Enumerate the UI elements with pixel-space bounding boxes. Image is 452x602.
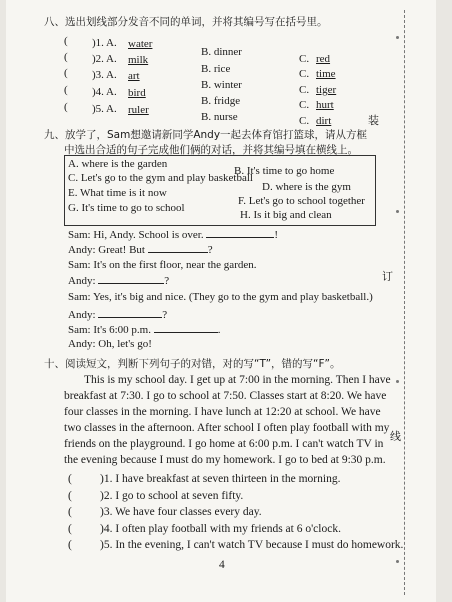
option-c-label: C. — [299, 115, 310, 127]
option-b: B. rice — [201, 63, 231, 75]
dialogue-punct: ? — [164, 275, 170, 287]
dialogue-punct: . — [217, 324, 221, 336]
tf-paren[interactable]: ( — [68, 506, 72, 518]
margin-char-xian: 线 — [390, 430, 401, 443]
row-paren: ( — [64, 67, 68, 79]
dialogue-text: Andy: — [68, 275, 96, 287]
option-a: milk — [128, 54, 149, 66]
option-A: A. where is the garden — [68, 158, 168, 170]
tf-statement-4: )4. I often play football with my friends at 6 o'clock. — [100, 523, 341, 535]
page-number: 4 — [219, 559, 225, 571]
option-c-label: C. — [299, 99, 310, 111]
dialogue-punct: ? — [207, 244, 213, 256]
dialogue-text: Sam: Hi, Andy. School is over. — [68, 229, 204, 241]
margin-char-ding: 订 — [382, 270, 393, 283]
dialogue-line-8: Andy: Oh, let's go! — [68, 338, 152, 350]
passage-line-5: friends on the playground. I go home at 6:00 p.m. I can't watch TV in — [64, 438, 384, 450]
worksheet-page — [6, 0, 436, 602]
answer-blank-5[interactable] — [154, 322, 218, 333]
dialogue-punct: ! — [274, 229, 278, 241]
passage-line-2: breakfast at 7:30. I go to school at 7:50. Classes start at 8:20. We have — [64, 390, 387, 402]
option-c-label: C. — [299, 84, 310, 96]
option-c-label: C. — [299, 68, 310, 80]
dialogue-line-6 — [68, 307, 167, 321]
row-num: )2. A. — [92, 53, 117, 65]
row-num: )1. A. — [92, 37, 117, 49]
fold-dot — [396, 36, 399, 39]
dialogue-line-4 — [68, 273, 169, 287]
dialogue-line-7 — [68, 322, 220, 336]
option-b: B. dinner — [201, 46, 242, 58]
option-a: art — [128, 70, 140, 82]
option-D: D. where is the gym — [262, 181, 351, 193]
row-paren: ( — [64, 35, 68, 47]
passage-line-3: four classes in the morning. I have lunch at 12:20 at school. We have — [64, 406, 381, 418]
tf-statement-5: )5. In the evening, I can't watch TV because I must do homework. — [100, 539, 404, 551]
section9-title-line1: 九、放学了，Sam想邀请新同学Andy一起去体育馆打篮球，请从方框 — [44, 129, 368, 141]
row-num: )5. A. — [92, 103, 117, 115]
margin-char-zhuang: 装 — [368, 114, 379, 127]
row-paren: ( — [64, 84, 68, 96]
section9-title-line2: 中选出合适的句子完成他们俩的对话，并将其编号填在横线上。 — [64, 144, 358, 156]
passage-line-1: This is my school day. I get up at 7:00 in the morning. Then I have — [84, 374, 391, 386]
row-paren: ( — [64, 51, 68, 63]
fold-dot — [396, 210, 399, 213]
row-paren: ( — [64, 101, 68, 113]
option-G: G. It's time to go to school — [68, 202, 185, 214]
tf-statement-1: )1. I have breakfast at seven thirteen in the morning. — [100, 473, 341, 485]
option-b: B. winter — [201, 79, 242, 91]
option-E: E. What time is it now — [68, 187, 167, 199]
option-C: C. Let's go to the gym and play basketball — [68, 172, 253, 184]
fold-dot — [396, 380, 399, 383]
dialogue-punct: ? — [162, 309, 168, 321]
tf-paren[interactable]: ( — [68, 490, 72, 502]
tf-paren[interactable]: ( — [68, 523, 72, 535]
option-c-word: red — [316, 53, 331, 65]
answer-blank-3[interactable] — [98, 273, 164, 284]
tf-paren[interactable]: ( — [68, 473, 72, 485]
option-c-word: tiger — [316, 84, 337, 96]
option-H: H. Is it big and clean — [240, 209, 332, 221]
dialogue-line-5: Sam: Yes, it's big and nice. (They go to the gym and play basketball.) — [68, 291, 373, 303]
option-c-word: dirt — [316, 115, 332, 127]
fold-dot — [396, 560, 399, 563]
dialogue-text: Andy: — [68, 309, 96, 321]
dialogue-line-3: Sam: It's on the first floor, near the garden. — [68, 259, 257, 271]
option-c-label: C. — [299, 53, 310, 65]
tf-statement-2: )2. I go to school at seven fifty. — [100, 490, 244, 502]
binding-line — [404, 10, 405, 595]
passage-line-4: two classes in the afternoon. After school I often play football with my — [64, 422, 390, 434]
option-b: B. nurse — [201, 111, 238, 123]
dialogue-text: Sam: It's 6:00 p.m. — [68, 324, 151, 336]
row-num: )4. A. — [92, 86, 117, 98]
tf-statement-3: )3. We have four classes every day. — [100, 506, 262, 518]
option-c-word: time — [316, 68, 336, 80]
dialogue-line-2 — [68, 242, 213, 256]
option-a: bird — [128, 87, 146, 99]
dialogue-line-1 — [68, 227, 278, 241]
answer-blank-1[interactable] — [206, 227, 274, 238]
answer-blank-2[interactable] — [148, 242, 208, 253]
dialogue-text: Andy: Great! But — [68, 244, 145, 256]
option-b: B. fridge — [201, 95, 241, 107]
option-B: B. It's time to go home — [234, 165, 335, 177]
tf-paren[interactable]: ( — [68, 539, 72, 551]
answer-blank-4[interactable] — [98, 307, 162, 318]
row-num: )3. A. — [92, 69, 117, 81]
passage-line-6: the evening because I must do my homework. I go to bed at 9:30 p.m. — [64, 454, 386, 466]
section10-title: 十、阅读短文，判断下列句子的对错，对的写“T”，错的写“F”。 — [44, 358, 341, 370]
option-a: water — [128, 38, 153, 50]
option-c-word: hurt — [316, 99, 334, 111]
section8-title: 八、选出划线部分发音不同的单词，并将其编号写在括号里。 — [44, 16, 328, 28]
option-a: ruler — [128, 104, 149, 116]
option-F: F. Let's go to school together — [238, 195, 365, 207]
